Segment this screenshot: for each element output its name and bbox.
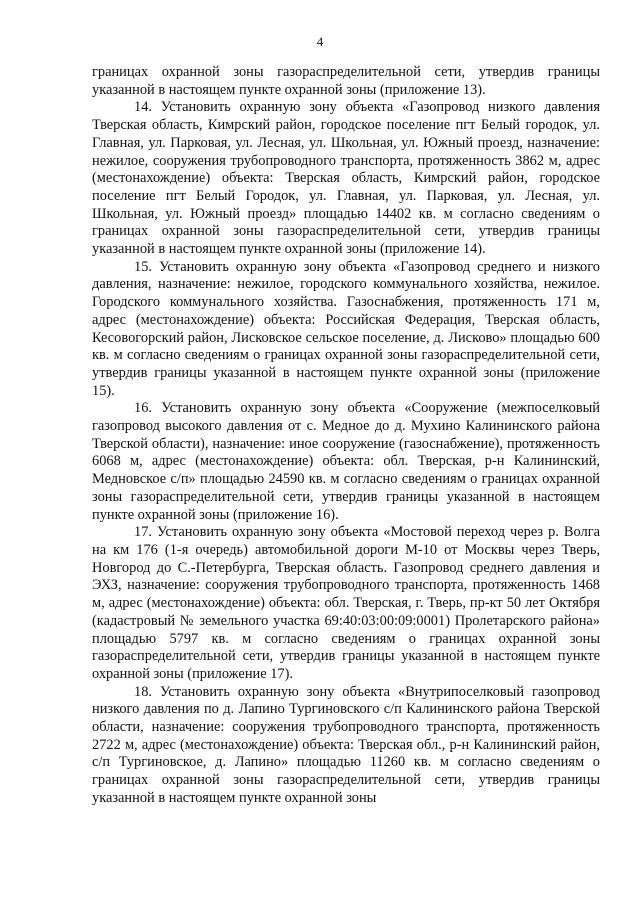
paragraph-14: 14. Установить охранную зону объекта «Газопровод низкого давления Тверская область, Кимрский район, городское поселение пгт Белый городок, ул. Главная, ул. Парковая, ул. Лесная, ул. Школьная, ул. Южный проезд, назначение: нежилое, сооружения трубопроводного транспорта, протяженность 3862 м, адрес (местонахождение) объекта: Тверская область, Кимрский район, городское поселение пгт Белый Городок, ул. Главная, ул. Парковая, ул. Лесная, ул. Школьная, ул. Южный проезд» площадью 14402 кв. м согласно сведениям о границах охранной зоны газораспределительной сети, утвердив границы указанной в настоящем пункте охранной зоны (приложение 14). — [92, 99, 600, 258]
paragraph-16: 16. Установить охранную зону объекта «Сооружение (межпоселковый газопровод высокого давления от с. Медное до д. Мухино Калининского района Тверской области), назначение: иное сооружение (газоснабжение), протяженность 6068 м, адрес (местонахождение) объекта: обл. Тверская, р-н Калининский, Медновское с/п» площадью 24590 кв. м согласно сведениям о границах охранной зоны газораспределительной сети, утвердив границы указанной в настоящем пункте охранной зоны (приложение 16). — [92, 400, 600, 523]
page-number: 4 — [316, 34, 324, 49]
paragraph-18: 18. Установить охранную зону объекта «Внутрипоселковый газопровод низкого давления по д. Лапино Тургиновского с/п Калининского района Тверской области, назначение: сооружения трубопроводного транспорта, протяженность 2722 м, адрес (местонахождение) объекта: Тверская обл., р-н Калининский район, с/п Тургиновское, д. Лапино» площадью 11260 кв. м согласно сведениям о границах охранной зоны газораспределительной сети, утвердив границы указанной в настоящем пункте охранной зоны — [92, 683, 600, 806]
paragraph-17: 17. Установить охранную зону объекта «Мостовой переход через р. Волга на км 176 (1-я очередь) автомобильной дороги М-10 от Москвы через Тверь, Новгород до С.-Петербурга, Тверская область. Газопровод среднего давления и ЭХЗ, назначение: сооружения трубопроводного транспорта, протяженность 1468 м, адрес (местонахождение) объекта: обл. Тверская, г. Тверь, пр-кт 50 лет Октября (кадастровый № земельного участка 69:40:03:00:09:0001) Пролетарского района» площадью 5797 кв. м согласно сведениям о границах охранной зоны газораспределительной сети, утвердив границы указанной в настоящем пункте охранной зоны (приложение 17). — [92, 524, 600, 682]
paragraph-13-continuation: границах охранной зоны газораспределительной сети, утвердив границы указанной в настоящем пункте охранной зоны (приложение 13). — [92, 64, 600, 98]
paragraph-15: 15. Установить охранную зону объекта «Газопровод среднего и низкого давления, назначение: нежилое, городского коммунального хозяйства, нежилое. Городского коммунального хозяйства. Газоснабжения, протяженность 171 м, адрес (местонахождение) объекта: Российская Федерация, Тверская область, Кесовогорский район, Лисковское сельское поселение, д. Лисково» площадью 600 кв. м согласно сведениям о границах охранной зоны газораспределительной сети, утвердив границы указанной в настоящем пункте охранной зоны (приложение 15). — [92, 258, 600, 399]
document-body — [92, 64, 600, 808]
